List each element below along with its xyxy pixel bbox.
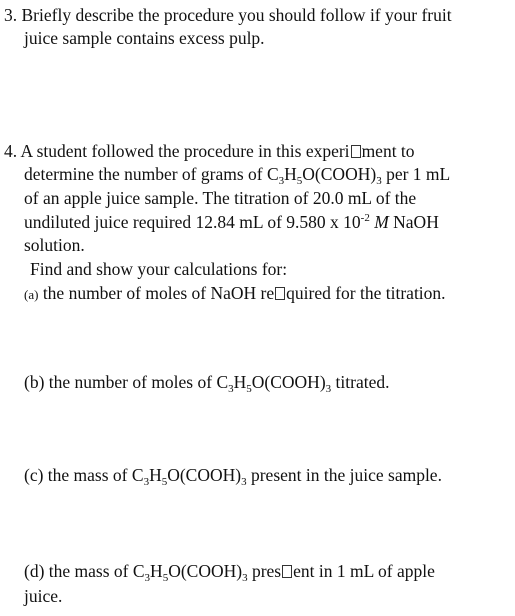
part-d-text: (d) the mass of C (24, 561, 145, 581)
molarity-unit: M (374, 212, 389, 232)
part-d-mid-1: pres (247, 561, 282, 581)
part-b (24, 371, 389, 393)
part-a-text-2: quired for the titration. (286, 283, 446, 303)
q3-line-1: 3. Briefly describe the procedure you should follow if your fruit (4, 5, 452, 25)
part-d-line-2: juice. (24, 586, 63, 606)
subscript: 3 (241, 476, 247, 488)
subscript: 3 (278, 175, 285, 187)
part-c (24, 464, 442, 486)
missing-glyph-box (282, 565, 292, 578)
q4-line-1-text-b: ment to (361, 141, 415, 161)
q4-line-4 (24, 211, 439, 233)
q4-line-1-text-a: 4. A student followed the procedure in this experi (4, 141, 350, 161)
q4-line-4-text: undiluted juice required 12.84 mL of 9.580 x 10 (24, 212, 361, 232)
q3-line-2: juice sample contains excess pulp. (24, 28, 265, 48)
missing-glyph-box (351, 145, 361, 158)
part-b-end: titrated. (331, 372, 390, 392)
formula-h: H (284, 164, 297, 184)
formula-h: H (233, 372, 247, 392)
formula-o: O(COOH) (167, 465, 242, 485)
subscript: 5 (161, 476, 168, 488)
subscript: 3 (144, 572, 151, 584)
q4-line-5: solution. (24, 235, 85, 255)
subscript: 3 (242, 572, 248, 584)
part-d-line-1 (24, 560, 435, 582)
subscript: 5 (296, 175, 303, 187)
subscript: 3 (376, 175, 382, 187)
subscript: 3 (143, 476, 150, 488)
naoh-label: NaOH (393, 212, 439, 232)
formula-o: O(COOH) (302, 164, 377, 184)
subscript: 5 (162, 572, 169, 584)
part-c-end: present in the juice sample. (246, 465, 442, 485)
part-d-mid-2: ent in 1 mL of apple (293, 561, 435, 581)
superscript-exponent: -2 (360, 212, 370, 224)
formula-h: H (149, 465, 162, 485)
part-a (24, 282, 446, 306)
part-a-label: (a) (24, 287, 39, 302)
q4-line-1 (4, 140, 415, 162)
q4-line-2-end: per 1 mL (381, 164, 451, 184)
subscript: 5 (246, 383, 252, 395)
part-b-text: (b) the number of moles of C (24, 372, 229, 392)
part-a-text-1: the number of moles of NaOH re (38, 283, 275, 303)
q4-line-2 (24, 163, 450, 185)
q4-line-2-text: determine the number of grams of C (24, 164, 279, 184)
missing-glyph-box (275, 287, 285, 300)
q4-line-6: Find and show your calculations for: (30, 259, 288, 279)
formula-o: O(COOH) (251, 372, 326, 392)
formula-h: H (150, 561, 163, 581)
q4-line-3: of an apple juice sample. The titration of 20.0 mL of the (24, 188, 417, 208)
formula-o: O(COOH) (168, 561, 243, 581)
part-c-text: (c) the mass of C (24, 465, 144, 485)
subscript: 3 (228, 383, 234, 395)
subscript: 3 (325, 383, 332, 395)
